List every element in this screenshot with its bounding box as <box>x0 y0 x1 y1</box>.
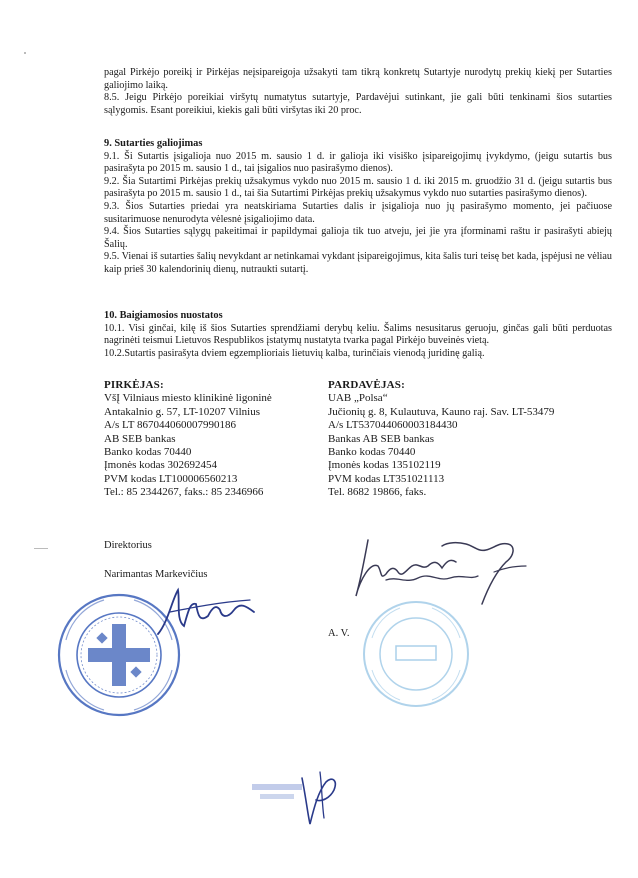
buyer-line: Tel.: 85 2344267, faks.: 85 2346966 <box>104 486 264 499</box>
seller-line: UAB „Polsa“ <box>328 392 388 405</box>
buyer-line: AB SEB bankas <box>104 432 176 445</box>
section-10 <box>104 310 612 360</box>
approval-signature <box>296 768 344 828</box>
scan-dash <box>34 548 48 549</box>
buyer-signature <box>150 582 260 640</box>
clause-9-2: 9.2. Šia Sutartimi Pirkėjas prekių užsakymus vykdo nuo 2015 m. sausio 1 d. iki 2015 m. gruodžio 31 d. (jeigu sutartis bus pasirašyta po 2015 m. sausio 1 d., tai šia Sutartimi Pirkėjas prekių užsakymus vykdo nuo sutarties pasirašymo dienos). <box>104 175 612 200</box>
section-9-title: 9. Sutarties galiojimas <box>104 138 203 149</box>
seller-line: PVM kodas LT351021113 <box>328 472 445 485</box>
seller-line: Įmonės kodas 135102119 <box>328 459 441 472</box>
seller-seal-stamp <box>360 598 472 710</box>
clause-9-5: 9.5. Vienai iš sutarties šalių nevykdant ar netinkamai vykdant įsipareigojimus, kita šalis turi teisę bet kada, įspėjusi ne vėliau kaip prieš 30 kalendorinių dienų, nutraukti sutartį. <box>104 251 612 275</box>
scan-dot <box>24 52 26 54</box>
clause-10-2: 10.2.Sutartis pasirašyta dviem egzemplioriais lietuvių kalba, turinčiais vienodą juridinę galią. <box>104 347 485 359</box>
buyer-line: Įmonės kodas 302692454 <box>104 459 218 472</box>
section-10-title: 10. Baigiamosios nuostatos <box>104 310 223 321</box>
seller-heading: PARDAVĖJAS: <box>328 379 405 391</box>
seller-signature <box>338 532 538 606</box>
seller-line: A/s LT537044060003184430 <box>328 419 458 432</box>
buyer-line: Antakalnio g. 57, LT-10207 Vilnius <box>104 405 260 418</box>
section-9 <box>104 138 612 277</box>
buyer-heading: PIRKĖJAS: <box>104 379 164 391</box>
buyer-signatory: Narimantas Markevičius <box>104 569 208 580</box>
seller-seal-label: A. V. <box>328 628 350 639</box>
clause-10-1: 10.1. Visi ginčai, kilę iš šios Sutarties sprendžiami derybų keliu. Šalims nesusitarus geruoju, ginčas gali būti perduotas nagrinėti teismui Lietuvos Respublikos įstatymų nustatyta tvarka pagal Pirkėjo buveinės vietą. <box>104 322 612 347</box>
buyer-line: VšĮ Vilniaus miesto klinikinė ligoninė <box>104 392 272 405</box>
clause-9-4: 9.4. Šios Sutarties sąlygų pakeitimai ir papildymai galioja tik tuo atveju, jei jie yra įforminami raštu ir pasirašyti abiejų Šalių. <box>104 226 612 250</box>
top-fragment <box>104 67 612 117</box>
seller-line: Bankas AB SEB bankas <box>328 432 435 445</box>
buyer-line: A/s LT 867044060007990186 <box>104 419 237 432</box>
buyer-line: PVM kodas LT100006560213 <box>104 472 238 485</box>
seller-line: Banko kodas 70440 <box>328 446 416 459</box>
seller-line: Tel. 8682 19866, faks. <box>328 486 427 499</box>
seller-details <box>328 379 554 500</box>
paragraph-continuation: pagal Pirkėjo poreikį ir Pirkėjas neįsipareigoja užsakyti tam tikrą konkretų Sutartyje nurodytų prekių kiekį per Sutarties galiojimo laiką. <box>104 67 612 91</box>
buyer-line: Banko kodas 70440 <box>104 446 192 459</box>
clause-9-1: 9.1. Ši Sutartis įsigalioja nuo 2015 m. sausio 1 d. ir galioja iki visiško įsipareigojimų įvykdymo, (jeigu sutartis bus pasirašyta po 2015 m. sausio 1 d., tai įsigalios nuo pasirašymo dienos). <box>104 150 612 175</box>
buyer-position: Direktorius <box>104 540 152 551</box>
seller-line: Jučionių g. 8, Kulautuva, Kauno raj. Sav. LT-53479 <box>328 405 555 418</box>
buyer-details <box>104 379 272 500</box>
clause-9-3: 9.3. Šios Sutarties priedai yra neatskiriama Sutarties dalis ir įsigalioja nuo jų pasirašymo momento, jei pačiuose susitarimuose nenurodyta vėlesnė įsigaliojimo data. <box>104 200 612 225</box>
paragraph-8-5: 8.5. Jeigu Pirkėjo poreikiai viršytų numatytus sutartyje, Pardavėjui sutinkant, jie gali būti tenkinami šios sutarties sąlygomis. Esant poreikiui, kiekis gali būti viršytas iki 20 proc. <box>104 92 612 116</box>
